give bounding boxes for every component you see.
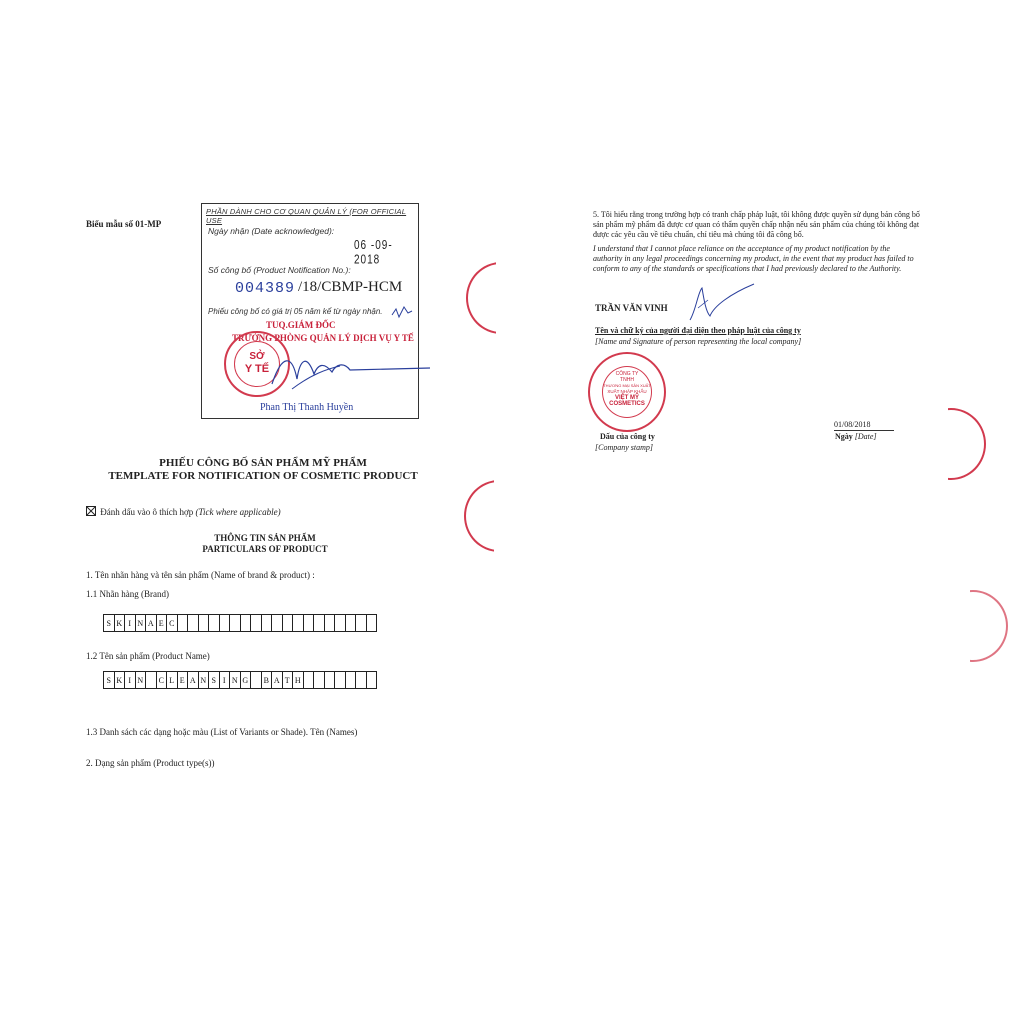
company-signature (680, 280, 760, 325)
letter-box: L (166, 671, 178, 689)
para5-en-1: I understand that I cannot place reliance on the acceptance of my product notification by the (593, 244, 890, 253)
item-1-1: 1.1 Nhãn hàng (Brand) (86, 589, 169, 599)
letter-box: T (282, 671, 294, 689)
title-vi: PHIẾU CÔNG BỐ SẢN PHẨM MỸ PHẨM (159, 457, 367, 469)
official-signer-name: Phan Thị Thanh Huyền (260, 402, 354, 413)
letter-box: S (103, 614, 115, 632)
validity-mark (390, 305, 414, 321)
company-signer-name: TRẦN VĂN VINH (595, 303, 668, 313)
para5-en-3: conform to any of the standards or specifications that I had previously declared to the Authority. (593, 264, 902, 273)
edge-stamp-top (466, 262, 536, 334)
ticked-checkbox-icon (86, 506, 96, 516)
form-code: Biểu mẫu số 01-MP (86, 219, 162, 229)
item-2: 2. Dạng sản phẩm (Product type(s)) (86, 758, 215, 768)
letter-box: C (166, 614, 178, 632)
edge-stamp-right (916, 408, 986, 480)
item-1-3: 1.3 Danh sách các dạng hoặc màu (List of Variants or Shade). Tên (Names) (86, 727, 358, 737)
official-use-box (201, 203, 419, 419)
stamp-label-en: [Company stamp] (595, 443, 654, 452)
letter-box: A (187, 671, 199, 689)
letter-box: B (261, 671, 273, 689)
letter-box: H (292, 671, 304, 689)
letter-box: G (240, 671, 252, 689)
letter-box: I (219, 671, 231, 689)
official-signature (252, 344, 432, 404)
validity-note: Phiếu công bố có giá trị 05 năm kể từ ngày nhận. (208, 307, 383, 316)
sign-label-en: [Name and Signature of person representing the local company] (595, 337, 802, 346)
letter-box: S (103, 671, 115, 689)
notification-number: 004389 (235, 280, 296, 297)
letter-box (366, 614, 378, 632)
letter-box: I (124, 614, 136, 632)
edge-stamp-right-lower (938, 590, 1008, 662)
letter-box: N (229, 671, 241, 689)
letter-box: A (145, 614, 157, 632)
letter-box: K (114, 671, 126, 689)
para5-vi-2: sản phẩm mỹ phẩm đã được cơ quan có thẩm quyền chấp nhận nếu sản phẩm của chúng tôi không đạt (593, 220, 920, 229)
tick-note-en: (Tick where applicable) (195, 507, 281, 517)
sign-title-1: TUQ.GIÁM ĐỐC (266, 320, 336, 330)
company-stamp-text: CÔNG TY TNHH THƯƠNG MẠI SẢN XUẤT XUẤT NHẬP KHẨU VIỆT MỸ COSMETICS (603, 371, 651, 407)
stamp-label-vi: Dấu của công ty (600, 432, 655, 441)
product-name-letter-boxes (103, 671, 376, 689)
date-acknowledged-value: 06 -09- 2018 (354, 238, 393, 268)
section-title-vi: THÔNG TIN SẢN PHẨM (214, 533, 316, 543)
item-1-2: 1.2 Tên sản phẩm (Product Name) (86, 651, 210, 661)
letter-box: E (156, 614, 168, 632)
date-value: 01/08/2018 (834, 420, 894, 431)
company-stamp (588, 352, 666, 432)
letter-box: N (198, 671, 210, 689)
edge-stamp-middle (464, 480, 534, 552)
letter-box: K (114, 614, 126, 632)
letter-box: S (208, 671, 220, 689)
date-acknowledged-label: Ngày nhận (Date acknowledged): (208, 226, 335, 236)
notification-suffix: /18/CBMP-HCM (298, 279, 403, 295)
tick-note-row (86, 506, 281, 518)
section-title-en: PARTICULARS OF PRODUCT (202, 544, 328, 554)
letter-box (366, 671, 378, 689)
item-1: 1. Tên nhãn hàng và tên sản phẩm (Name of brand & product) : (86, 570, 315, 580)
letter-box: N (135, 614, 147, 632)
letter-box: A (271, 671, 283, 689)
para5-en-2: authority in any legal proceedings concerning my product, in the event that my product has failed to (593, 254, 914, 263)
letter-box: C (156, 671, 168, 689)
sign-title-2: TRƯỞNG PHÒNG QUẢN LÝ DỊCH VỤ Y TẾ (232, 333, 414, 343)
tick-note: Đánh dấu vào ô thích hợp (100, 507, 194, 517)
letter-box: E (177, 671, 189, 689)
title-en: TEMPLATE FOR NOTIFICATION OF COSMETIC PRODUCT (108, 470, 418, 482)
stamp-text-1: SỞ (249, 351, 265, 362)
official-box-header: PHẦN DÀNH CHO CƠ QUAN QUẢN LÝ (FOR OFFICIAL USE (206, 207, 407, 225)
para5-vi-3: được các yêu cầu về tiêu chuẩn, chỉ tiêu mà chúng tôi đã công bố. (593, 230, 804, 239)
sign-label-vi: Tên và chữ ký của người đại diện theo pháp luật của công ty (595, 326, 801, 335)
brand-letter-boxes (103, 614, 376, 632)
para5-vi-1: 5. Tôi hiểu rằng trong trường hợp có tranh chấp pháp luật, tôi không được quyền sử dụng bản công bố (593, 210, 920, 219)
notification-number-label: Số công bố (Product Notification No.): (208, 265, 351, 275)
letter-box: I (124, 671, 136, 689)
letter-box: N (135, 671, 147, 689)
stamp-text-2: Y TẾ (244, 363, 270, 375)
date-label: Ngày [Date] (835, 432, 877, 441)
